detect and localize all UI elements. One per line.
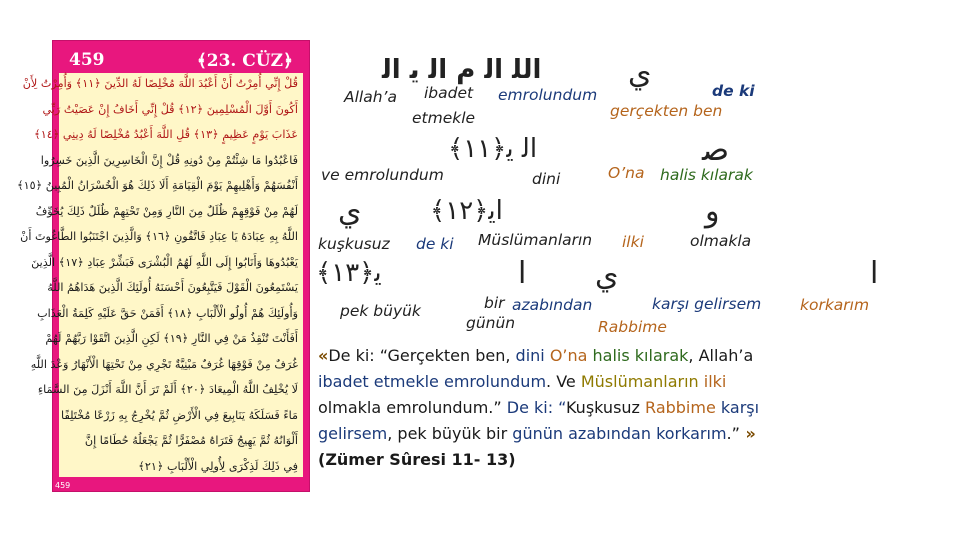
- word-translation: kuşkusuz: [318, 235, 390, 253]
- word-translation: emrolundum: [498, 86, 598, 104]
- arabic-word: ي: [628, 56, 652, 91]
- word-translation: de ki: [712, 82, 755, 100]
- text-run: ilki: [703, 372, 727, 391]
- mushaf-line: فَاعْبُدُوا مَا شِئْتُمْ مِنْ دُونِهِ قُلْ إِنَّ الْخَاسِرِينَ الَّذِينَ خَسِرُوا: [40, 153, 298, 167]
- mushaf-line: أَفَأَنْتَ تُنْقِذُ مَنْ فِي النَّارِ ﴿١٩﴾ لَكِنِ الَّذِينَ اتَّقَوْا رَبَّهُمْ لَهُمْ: [45, 332, 298, 346]
- text-run: .”: [726, 424, 740, 443]
- mushaf-line: اللَّهُ بِهِ عِبَادَهُ يَا عِبَادِ فَاتَّقُونِ ﴿١٦﴾ وَالَّذِينَ اجْتَنَبُوا الطَّاغُوتَ أَنْ: [20, 230, 298, 244]
- mushaf-line: فِي ذَلِكَ لَذِكْرَى لِأُولِي الْأَلْبَابِ ﴿٢١﴾: [138, 459, 298, 473]
- text-run: karşı: [720, 398, 760, 417]
- text-run: korkarım: [656, 424, 727, 443]
- mushaf-line: أَكُونَ أَوَّلَ الْمُسْلِمِينَ ﴿١٢﴾ قُلْ إِنِّي أَخَافُ إِنْ عَصَيْتُ رَبِّي: [42, 102, 298, 116]
- word-translation: azabından: [512, 296, 593, 314]
- close-quote-mark: »: [739, 424, 756, 443]
- text-run: . Ve: [546, 372, 581, 391]
- word-translation: ibadet: [424, 84, 474, 102]
- word-translation: korkarım: [800, 296, 870, 314]
- word-translation: olmakla: [690, 232, 752, 250]
- word-translation: Müslümanların: [478, 231, 593, 249]
- mushaf-line: يَعْبُدُوهَا وَأَنَابُوا إِلَى اللَّهِ لَهُمُ الْبُشْرَى فَبَشِّرْ عِبَادِ ﴿١٧﴾ الَّذِينَ: [31, 255, 298, 269]
- arabic-word: ﺻ: [702, 130, 730, 168]
- text-run: O’na: [549, 346, 588, 365]
- text-run: halis kılarak: [592, 346, 689, 365]
- word-translation: ve emrolundum: [321, 166, 444, 184]
- mushaf-line: قُلْ إِنِّي أُمِرْتُ أَنْ أَعْبُدَ اللَّهَ مُخْلِصًا لَهُ الدِّينَ ﴿١١﴾ وَأُمِرْتُ لِأَنْ: [22, 77, 298, 90]
- arabic-word: ﺍ: [518, 256, 527, 291]
- text-run: ,: [387, 424, 398, 443]
- arabic-word: ﺍﻟ ﻳ﴿١١﴾: [448, 134, 538, 164]
- word-translation: etmekle: [412, 109, 476, 127]
- text-run: De ki: “: [501, 398, 566, 417]
- mushaf-page: [17, 40, 310, 492]
- text-run: De ki: “Gerçekten ben,: [328, 346, 516, 365]
- arabic-word: ي: [595, 258, 619, 293]
- arabic-word: ﻳ﴿١٣﴾: [316, 258, 382, 288]
- mushaf-line: وَأُولَئِكَ هُمْ أُولُو الْأَلْبَابِ ﴿١٨﴾ أَفَمَنْ حَقَّ عَلَيْهِ كَلِمَةُ الْعَذَابِ: [37, 306, 298, 320]
- word-translation: bir: [484, 294, 505, 312]
- text-run: ,: [688, 346, 699, 365]
- text-run: olmakla: [318, 398, 382, 417]
- mushaf-line: يَسْتَمِعُونَ الْقَوْلَ فَيَتَّبِعُونَ أَحْسَنَهُ أُولَئِكَ الَّذِينَ هَدَاهُمُ اللَّهُ: [47, 281, 298, 295]
- arabic-word: ي: [338, 194, 362, 229]
- text-run: Müslümanların: [580, 372, 699, 391]
- translation-paragraph: [318, 343, 948, 473]
- text-run: emrolundum: [443, 372, 547, 391]
- text-run: Allah’a: [698, 346, 754, 365]
- word-translation: Rabbime: [598, 318, 667, 336]
- mushaf-header: [59, 47, 303, 73]
- text-run: Kuşkusuz: [565, 398, 640, 417]
- source-reference: (Zümer Sûresi 11- 13): [318, 450, 516, 469]
- text-run: ibadet etmekle: [318, 372, 439, 391]
- text-run: azabından: [568, 424, 651, 443]
- arabic-word: ﺍﻳ﴿١٢﴾: [430, 196, 503, 226]
- text-run: pek büyük: [397, 424, 481, 443]
- mushaf-line: عَذَابَ يَوْمٍ عَظِيمٍ ﴿١٣﴾ قُلِ اللَّهَ أَعْبُدُ مُخْلِصًا لَهُ دِينِي ﴿١٤﴾: [34, 128, 298, 142]
- arabic-word: ﺍ: [870, 256, 879, 291]
- word-translation: Allah’a: [344, 88, 397, 106]
- word-translation: de ki: [416, 235, 454, 253]
- page-number: 459: [69, 50, 105, 70]
- text-run: emrolundum.”: [381, 398, 502, 417]
- mushaf-line: لَا يُخْلِفُ اللَّهُ الْمِيعَادَ ﴿٢٠﴾ أَلَمْ تَرَ أَنَّ اللَّهَ أَنْزَلَ مِنَ السَّمَاءِ: [37, 383, 298, 397]
- text-run: dini: [515, 346, 545, 365]
- word-translation: dini: [532, 170, 561, 188]
- word-translation: gerçekten ben: [610, 102, 723, 120]
- arabic-word: ﺍﻟﻠ ﺍﻟ ﻡ ﺍﻟ ﻳ ﺍﻟ: [382, 55, 542, 85]
- mushaf-line: أَنْفُسَهُمْ وَأَهْلِيهِمْ يَوْمَ الْقِيَامَةِ أَلَا ذَلِكَ هُوَ الْخُسْرَانُ الْمُبِينُ ﴿١٥﴾: [17, 179, 298, 193]
- text-run: Rabbime: [645, 398, 716, 417]
- word-translation: pek büyük: [340, 302, 421, 320]
- mushaf-line: أَلْوَانُهُ ثُمَّ يَهِيجُ فَتَرَاهُ مُصْفَرًّا ثُمَّ يَجْعَلُهُ حُطَامًا إِنَّ: [84, 434, 298, 448]
- text-run: gelirsem: [318, 424, 388, 443]
- juz-label: ﴾23. CÜZ﴿: [196, 50, 293, 71]
- open-quote-mark: «: [318, 346, 329, 365]
- word-translation: halis kılarak: [660, 166, 753, 184]
- mushaf-footer-page: 459: [55, 481, 71, 490]
- word-translation: karşı gelirsem: [652, 295, 762, 313]
- text-run: günün: [512, 424, 564, 443]
- mushaf-text: [17, 73, 303, 477]
- arabic-word: ﻭ: [705, 194, 720, 229]
- mushaf-line: مَاءً فَسَلَكَهُ يَنَابِيعَ فِي الْأَرْضِ ثُمَّ يُخْرِجُ بِهِ زَرْعًا مُخْتَلِفًا: [61, 408, 298, 422]
- word-translation: günün: [466, 314, 516, 332]
- word-translation: O’na: [608, 164, 645, 182]
- word-translation: ilki: [622, 233, 644, 251]
- mushaf-line: غُرَفٌ مِنْ فَوْقِهَا غُرَفٌ مَبْنِيَّةٌ تَجْرِي مِنْ تَحْتِهَا الْأَنْهَارُ وَعْدَ اللَّهِ: [30, 357, 298, 371]
- mushaf-line: لَهُمْ مِنْ فَوْقِهِمْ ظُلَلٌ مِنَ النَّارِ وَمِنْ تَحْتِهِمْ ظُلَلٌ ذَلِكَ يُخَوِّفُ: [35, 204, 298, 218]
- text-run: bir: [480, 424, 513, 443]
